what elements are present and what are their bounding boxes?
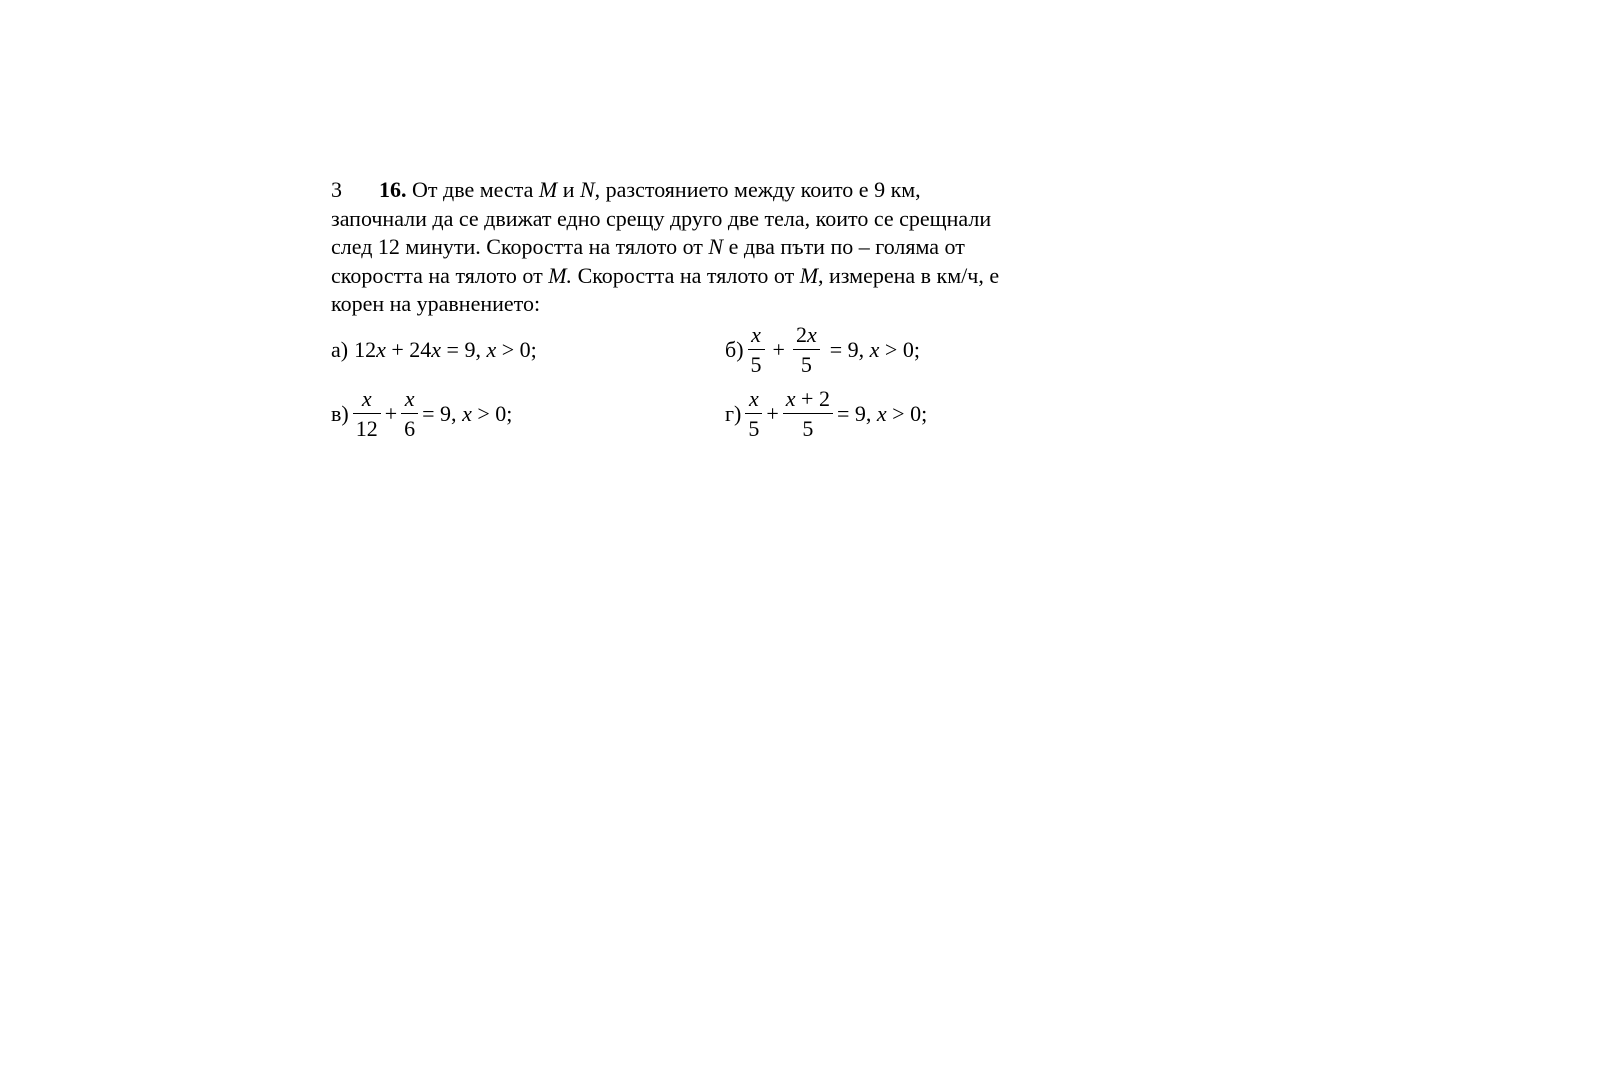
fraction-denominator: 5 (783, 413, 833, 442)
problem-line-3 (331, 233, 1071, 262)
numerator-rest: + 2 (795, 385, 830, 411)
answer-label: а) (331, 337, 349, 362)
fraction-denominator: 12 (353, 413, 381, 442)
point-n: N (579, 177, 595, 202)
problem-text-fragment: скоростта на тялото от (331, 262, 549, 288)
fraction (353, 386, 381, 443)
equation-fragment: = 9, (836, 401, 877, 426)
fraction (783, 386, 833, 443)
problem-line-2: започнали да се движат едно срещу друго две тела, които се срещнали (331, 205, 992, 231)
variable-x: x (785, 385, 796, 411)
numerator-coefficient: 2 (795, 321, 807, 347)
problem-text-fragment: и (557, 177, 580, 202)
answer-option-b[interactable] (725, 320, 920, 380)
problem-line-4 (331, 262, 1071, 291)
fraction (748, 322, 765, 379)
point-m: M. (548, 262, 573, 288)
problem-text-fragment: след 12 минути. Скоростта на тялото от (331, 234, 709, 259)
fraction-denominator: 5 (745, 413, 762, 442)
fraction-numerator: x (751, 321, 761, 347)
fraction-denominator: 6 (401, 413, 418, 442)
fraction-numerator: x (361, 385, 372, 411)
variable-x: x (431, 337, 442, 362)
fraction-numerator: x (748, 385, 759, 411)
answer-option-a[interactable] (331, 320, 537, 380)
equation-fragment: > 0; (879, 337, 920, 362)
equation-fragment: = 9, (422, 401, 463, 426)
point-n: N (708, 234, 724, 259)
problem-line-5: корен на уравнението: (331, 291, 541, 316)
fraction-denominator: 5 (748, 349, 765, 378)
fraction-denominator: 5 (793, 349, 820, 378)
answer-label: в) (331, 401, 349, 426)
fraction-numerator (783, 386, 833, 413)
equation-fragment: > 0; (886, 401, 928, 426)
plus-sign: + (766, 401, 779, 426)
fraction (793, 322, 820, 379)
variable-x: x (376, 337, 386, 362)
answer-option-g[interactable] (725, 384, 927, 444)
fraction (745, 386, 762, 443)
question-number: 3 (331, 177, 342, 202)
equation-fragment: 12 (354, 337, 377, 362)
problem-number: 16. (379, 177, 407, 202)
fraction-numerator (793, 322, 820, 349)
answer-label: б) (725, 337, 744, 362)
variable-x: x (462, 401, 472, 426)
equation-fragment: > 0; (496, 337, 537, 362)
variable-x: x (806, 321, 817, 347)
plus-sign: + (772, 337, 785, 362)
answer-option-v[interactable] (331, 384, 512, 444)
problem-text-fragment: От две места (406, 177, 539, 202)
problem-text-fragment: е два пъти по – голяма от (723, 234, 965, 259)
problem-text-fragment: , разстоянието между които е 9 км, (594, 177, 921, 202)
equation-fragment: = 9, (441, 337, 487, 362)
variable-x: x (486, 337, 497, 362)
variable-x: x (876, 401, 887, 426)
fraction-numerator: x (404, 385, 415, 411)
problem-text-fragment: Скоростта на тялото от (572, 262, 800, 288)
equation-fragment: > 0; (471, 401, 513, 426)
problem-line-1 (331, 176, 1071, 205)
problem-text (331, 176, 1071, 319)
fraction (401, 386, 418, 443)
point-m: M (799, 262, 819, 288)
equation-fragment: + 24 (385, 337, 432, 362)
problem-text-fragment: , измерена в км/ч, е (818, 262, 1000, 288)
equation-fragment: = 9, (829, 337, 870, 362)
answer-label: г) (725, 401, 742, 426)
point-m: M (538, 177, 558, 202)
variable-x: x (869, 337, 880, 362)
plus-sign: + (384, 401, 398, 426)
